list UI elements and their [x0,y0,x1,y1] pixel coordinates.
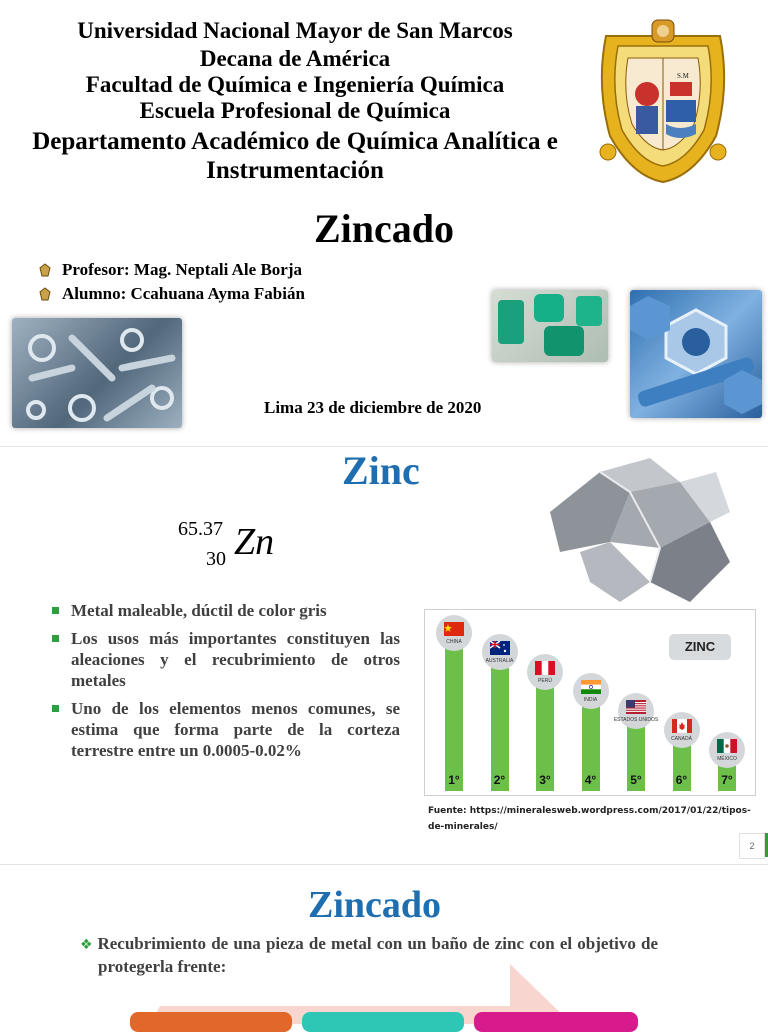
professor-text: Profesor: Mag. Neptali Ale Borja [62,260,302,279]
zincado-title: Zincado [308,884,442,926]
atomic-number: 30 [206,548,226,570]
faculty-name: Facultad de Química e Ingeniería Química [85,72,505,97]
country-disc [436,615,472,651]
university-subtitle: Decana de América [199,46,391,71]
element-symbol: Zn [234,521,275,563]
atomic-mass: 65.37 [178,518,223,540]
chart-rank-label: 1° [448,773,460,787]
country-disc [613,693,659,729]
authors-list [38,258,305,306]
seal-initials: S.M [677,72,689,80]
zinc-nuclide-notation [178,514,298,574]
fact-item: Uno de los elementos menos comunes, se estima que forma parte de la corteza terrestre entre un 0.0005-0.02% [52,698,400,761]
chart-title: ZINC [669,634,731,660]
country-disc [573,673,609,709]
diamond-bullet-icon: ❖ [80,937,94,953]
country-label: CHINA [446,639,462,645]
chart-rank-label: 3° [539,773,551,787]
school-name: Escuela Profesional de Química [139,98,451,123]
student-text: Alumno: Ccahuana Ayma Fabián [62,284,305,303]
presentation-date: Lima 23 de diciembre de 2020 [264,398,482,417]
title-slide [0,0,768,446]
zinc-producers-chart [424,609,756,796]
fact-item: Los usos más importantes constituyen las aleaciones y el recubrimiento de otros metales [52,628,400,691]
country-label: INDIA [583,697,598,703]
professor-item [38,258,305,282]
country-flag-icon [490,641,510,655]
ornament-bullet-icon [38,287,52,301]
student-item [38,282,305,306]
department-name-line2: Instrumentación [206,157,384,184]
chart-bar [445,643,463,791]
country-disc [527,654,563,690]
zinc-facts-list [52,600,400,768]
country-flag-icon [672,719,692,733]
green-fittings-photo [492,290,608,362]
chart-bar [491,662,509,791]
country-flag-icon [444,622,464,636]
bolts-and-nuts-photo [12,318,182,428]
country-flag-icon [717,739,737,753]
university-name: Universidad Nacional Mayor de San Marcos [77,18,513,43]
zinc-metal-photo [540,452,736,608]
blue-nuts-photo [630,290,762,418]
country-label: CANADÁ [671,736,692,742]
chart-rank-label: 2° [493,773,506,787]
presentation-title: Zincado [313,206,455,251]
process-box-teal [302,1012,464,1032]
chart-rank-label: 5° [630,773,642,787]
process-box-magenta [474,1012,638,1032]
page-number: 2 [739,833,765,859]
chart-rank-label: 6° [675,773,688,787]
country-flag-icon [626,700,646,714]
university-seal-icon [592,16,734,188]
country-flag-icon [535,661,555,675]
country-disc [482,634,518,670]
country-flag-icon [581,680,601,694]
country-disc [709,732,745,768]
zincado-definition-text: Recubrimiento de una pieza de metal con un baño de zinc con el objetivo de protegerla frente: [97,934,658,976]
country-disc [664,712,700,748]
department-name-line1: Departamento Académico de Química Analítica e [32,128,558,155]
slide-divider [0,864,768,865]
country-label: PERÚ [538,678,552,684]
fact-item: Metal maleable, dúctil de color gris [52,600,400,621]
chart-rank-label: 4° [584,773,597,787]
ornament-bullet-icon [38,263,52,277]
country-label: ESTADOS UNIDOS [613,717,659,723]
source-citation: Fuente: https://mineralesweb.wordpress.com/2017/01/22/tipos-de-minerales/ [428,806,751,832]
chart-rank-label: 7° [721,773,733,787]
zinc-title: Zinc [342,448,420,493]
process-box-orange [130,1012,292,1032]
country-label: AUSTRALIA [485,658,514,664]
country-label: MÉXICO [717,756,737,762]
